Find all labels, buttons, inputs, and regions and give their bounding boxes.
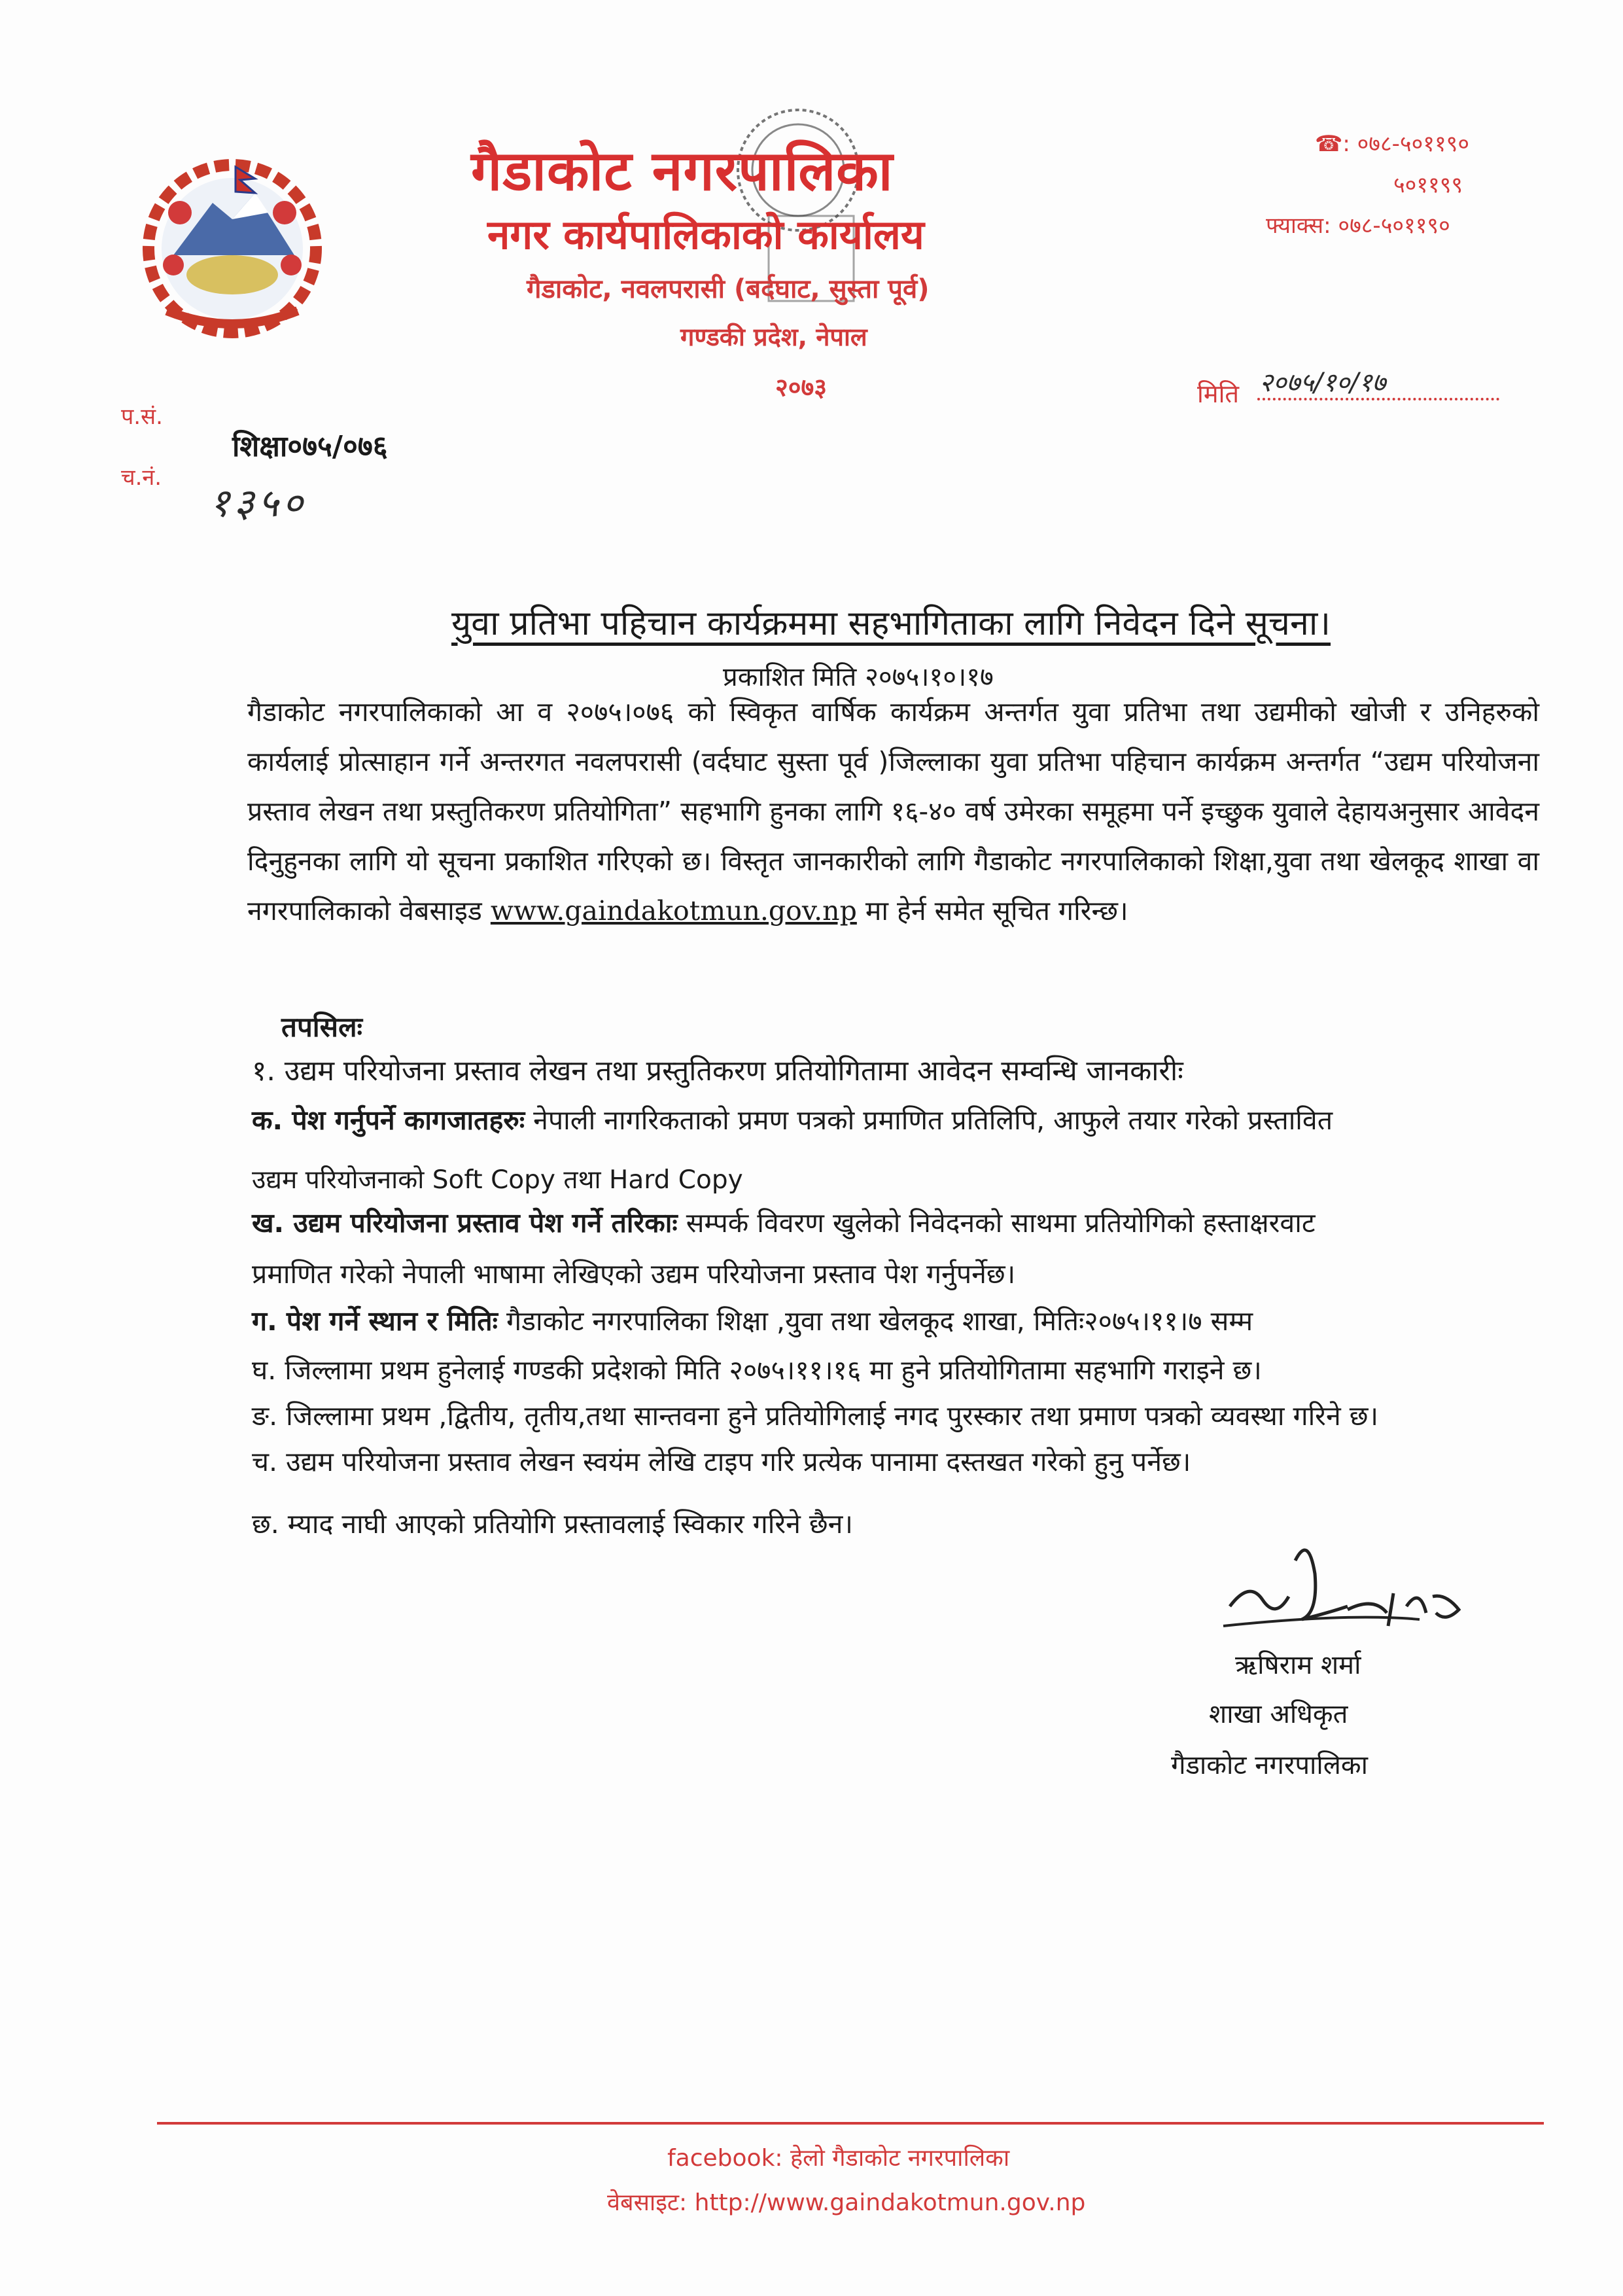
details-heading: तपसिलः: [281, 1011, 363, 1043]
item-kha-label: ख. उद्यम परियोजना प्रस्ताव पेश गर्ने तरिकाः: [252, 1207, 678, 1239]
item-nga: ङ. जिल्लामा प्रथम ,द्वितीय, तृतीय,तथा सान्तवना हुने प्रतियोगिलाई नगद पुरस्कार तथा प्रमाण पत्रको व्यवस्था गरिने छ।: [252, 1400, 1379, 1432]
item-gha: घ. जिल्लामा प्रथम हुनेलाई गण्डकी प्रदेशको मिति २०७५।११।१६ मा हुने प्रतियोगितामा सहभागि गराइने छ।: [252, 1354, 1262, 1386]
fax-number: फ्याक्स: ०७८-५०११९०: [1266, 213, 1450, 239]
nepal-emblem-logo: [134, 141, 330, 344]
date-value: २०७५/१०/१७: [1259, 368, 1386, 398]
notice-body-tail: मा हेर्न समेत सूचित गरिन्छ।: [856, 895, 1128, 927]
item-ka: [252, 1101, 1333, 1138]
phone-number-2: ५०११९९: [1393, 172, 1463, 198]
item-kha-continued: प्रमाणित गरेको नेपाली भाषामा लेखिएको उद्यम परियोजना प्रस्ताव पेश गर्नुपर्नेछ।: [252, 1258, 1016, 1290]
date-dotted-line: [1257, 398, 1499, 400]
letterhead-province: गण्डकी प्रदेश, नेपाल: [680, 323, 867, 351]
website-link[interactable]: www.gaindakotmun.gov.np: [490, 895, 857, 927]
phone-number-1: ☎: ०७८-५०११९०: [1315, 131, 1470, 157]
dispatch-number: १३५०: [209, 480, 307, 526]
date-label: मिति: [1197, 380, 1240, 408]
footer-website[interactable]: वेबसाइट: http://www.gaindakotmun.gov.np: [607, 2189, 1086, 2216]
item-kha-text: सम्पर्क विवरण खुलेको निवेदनको साथमा प्रतियोगिको हस्ताक्षरवाट: [677, 1207, 1316, 1239]
item-ga: [252, 1302, 1253, 1339]
dispatch-label: च.नं.: [121, 465, 162, 491]
footer-divider: [157, 2122, 1544, 2125]
item-ga-label: ग. पेश गर्ने स्थान र मितिः: [252, 1305, 498, 1337]
letterhead-subtitle: नगर कार्यपालिकाको कार्यालय: [487, 211, 924, 258]
handwritten-signature: [1217, 1534, 1478, 1649]
reference-number: शिक्षा०७५/०७६: [232, 430, 388, 463]
letterhead-title: गैडाकोट नगरपालिका: [471, 139, 894, 203]
signatory-organization: गैडाकोट नगरपालिका: [1171, 1750, 1368, 1780]
item-ka-text: नेपाली नागरिकताको प्रमण पत्रको प्रमाणित प्रतिलिपि, आफुले तयार गरेको प्रस्तावित: [525, 1104, 1333, 1136]
item-cha: च. उद्यम परियोजना प्रस्ताव लेखन स्वयंम लेखि टाइप गरि प्रत्येक पानामा दस्तखत गरेको हुनु पर्नेछ।: [252, 1446, 1191, 1477]
published-date: प्रकाशित मिति २०७५।१०।१७: [723, 662, 994, 692]
letterhead-address: गैडाकोट, नवलपरासी (बर्दघाट, सुस्ता पूर्व): [527, 274, 930, 304]
item-kha: [252, 1204, 1316, 1241]
signatory-title: शाखा अधिकृत: [1209, 1699, 1348, 1729]
reference-label: प.सं.: [121, 404, 163, 430]
item-chha: छ. म्याद नाघी आएको प्रतियोगि प्रस्तावलाई स्विकार गरिने छैन।: [252, 1508, 853, 1540]
item-ka-continued: उद्यम परियोजनाको Soft Copy तथा Hard Copy: [252, 1165, 743, 1195]
notice-body-text: गैडाकोट नगरपालिकाको आ व २०७५।०७६ को स्विकृत वार्षिक कार्यक्रम अन्तर्गत युवा प्रतिभा तथा उद्यमीको खोजी र उनिहरुको कार्यलाई प्रोत्साहान गर्ने अन्तरगत नवलपरासी (वर्दघाट सुस्ता पूर्व )जिल्लाका युवा प्रतिभा पहिचान कार्यक्रम अन्तर्गत “उद्यम परियोजना प्रस्ताव लेखन तथा प्रस्तुतिकरण प्रतियोगिता” सहभागि हुनका लागि १६-४० वर्ष उमेरका समूहमा पर्ने इच्छुक युवाले देहायअनुसार आवेदन दिनुहुनका लागि यो सूचना प्रकाशित गरिएको छ। विस्तृत जानकारीको लागि गैडाकोट नगरपालिकाको शिक्षा,युवा तथा खेलकूद शाखा वा नगरपालिकाको वेबसाइड: [247, 696, 1539, 927]
notice-body: [247, 687, 1539, 936]
footer-facebook[interactable]: facebook: हेलो गैडाकोट नगरपालिका: [667, 2145, 1010, 2172]
item-1: १. उद्यम परियोजना प्रस्ताव लेखन तथा प्रस्तुतिकरण प्रतियोगितामा आवेदन सम्वन्धि जानकारीः: [252, 1055, 1183, 1087]
signatory-name: ऋषिराम शर्मा: [1235, 1650, 1361, 1680]
item-ga-text: गैडाकोट नगरपालिका शिक्षा ,युवा तथा खेलकूद शाखा, मितिः२०७५।११।७ सम्म: [497, 1305, 1253, 1337]
letterhead-established-year: २०७३: [775, 373, 828, 402]
notice-title: युवा प्रतिभा पहिचान कार्यक्रममा सहभागिताका लागि निवेदन दिने सूचना।: [451, 604, 1331, 643]
item-ka-label: क. पेश गर्नुपर्ने कागजातहरुः: [252, 1104, 525, 1136]
